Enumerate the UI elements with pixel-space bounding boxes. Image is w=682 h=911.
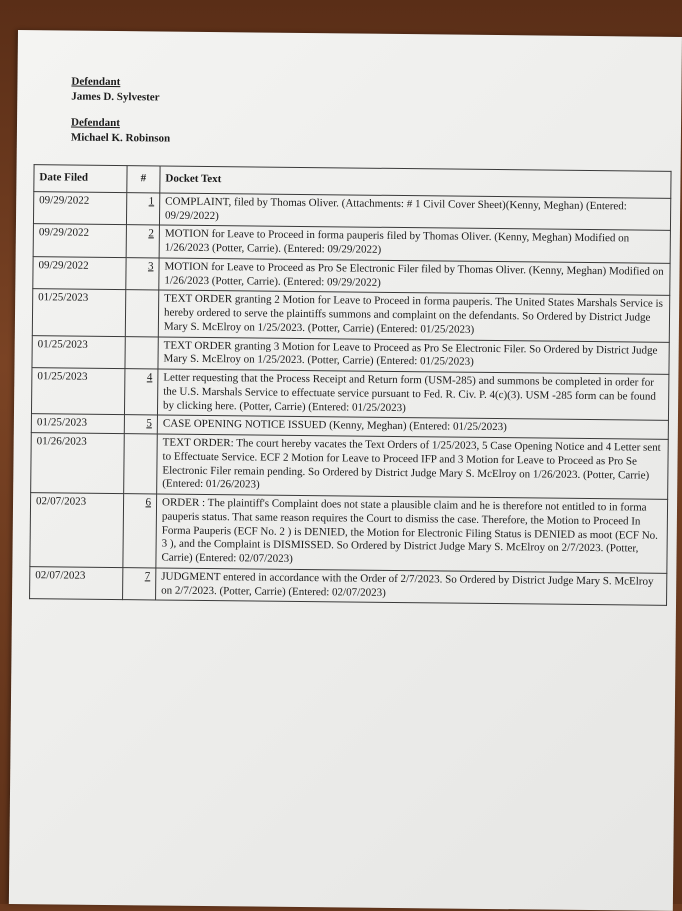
doc-number[interactable]: 3 <box>147 260 154 273</box>
docket-row <box>32 289 669 342</box>
row-doc-number-link[interactable] <box>126 257 159 290</box>
row-docket-text: TEXT ORDER: The court hereby vacates the Text Orders of 1/25/2023, 5 Case Opening Notice and 4 Letter sent to Effectuate Service. ECF 2 Motion for Leave to Proceed IFP and 3 Motion for Leave to Proceed as Pro Se Electronic Filer remain pending. So Ordered by District Judge Mary S. McElroy on 1/26/2023. (Potter, Carrie) (Entered: 01/26/2023) <box>157 434 669 499</box>
row-date: 01/26/2023 <box>31 433 125 494</box>
row-doc-number-empty <box>125 290 158 337</box>
row-doc-number-empty <box>124 434 158 494</box>
party-role: Defendant <box>71 75 121 89</box>
header-date-filed: Date Filed <box>34 165 127 193</box>
row-date: 09/29/2022 <box>33 256 126 289</box>
row-docket-text: TEXT ORDER granting 2 Motion for Leave to Proceed in forma pauperis. The United States Marshals Service is hereby ordered to serve the plaintiffs summons and complaint on the defendants. So Ordered by District Judge Mary S. McElroy on 1/25/2023. (Potter, Carrie) (Entered: 01/25/2023) <box>158 290 669 342</box>
row-doc-number-link[interactable] <box>123 494 157 568</box>
row-date: 01/25/2023 <box>31 368 124 415</box>
doc-number[interactable]: 2 <box>148 227 154 240</box>
docket-row <box>30 493 668 573</box>
docket-row <box>30 566 667 605</box>
row-date: 02/07/2023 <box>30 493 124 568</box>
party-defendant-2 <box>71 117 171 145</box>
row-date: 01/25/2023 <box>32 289 125 336</box>
doc-number[interactable]: 1 <box>148 195 155 208</box>
row-docket-text: TEXT ORDER granting 3 Motion for Leave to Proceed as Pro Se Electronic Filer. So Ordered by District Judge Mary S. McElroy on 1/25/2023. (Potter, Carrie) (Entered: 01/25/2023) <box>158 336 669 374</box>
row-docket-text: JUDGMENT entered in accordance with the Order of 2/7/2023. So Ordered by District Judge Mary S. McElroy on 2/7/2023. (Potter, Carrie) (Entered: 02/07/2023) <box>156 568 667 606</box>
doc-number[interactable]: 4 <box>146 371 153 384</box>
row-docket-text: ORDER : The plaintiff's Complaint does not state a plausible claim and he is therefore not entitled to in forma pauperis status. That same reason requires the Court to dismiss the case. Therefore, the Motion to Proceed In Forma Pauperis (ECF No. 2 ) is DENIED, the Motion for Electronic Filing Status is DENIED as moot (ECF No. 3 ), and the Complaint is DISMISSED. So Ordered by District Judge Mary S. McElroy on 2/7/2023. (Potter, Carrie) (Entered: 02/07/2023) <box>156 494 668 573</box>
party-name: Michael K. Robinson <box>70 131 171 145</box>
row-doc-number-link[interactable] <box>126 225 159 258</box>
header-docket-text: Docket Text <box>160 166 671 198</box>
row-doc-number-link[interactable] <box>124 369 157 416</box>
party-name: James D. Sylvester <box>71 90 160 104</box>
row-doc-number-link[interactable] <box>123 567 156 600</box>
doc-number[interactable]: 6 <box>145 496 152 509</box>
doc-number[interactable]: 7 <box>144 570 151 583</box>
row-docket-text: CASE OPENING NOTICE ISSUED (Kenny, Meghan) (Entered: 01/25/2023) <box>157 415 668 439</box>
party-defendant-1 <box>71 76 160 104</box>
row-docket-text: COMPLAINT, filed by Thomas Oliver. (Attachments: # 1 Civil Cover Sheet)(Kenny, Meghan) (Entered: 09/29/2022) <box>159 193 670 231</box>
doc-number[interactable]: 5 <box>146 417 152 430</box>
party-role: Defendant <box>70 116 120 130</box>
row-date: 01/25/2023 <box>31 414 124 434</box>
row-doc-number-link[interactable] <box>126 192 159 225</box>
header-number: # <box>127 166 160 193</box>
docket-row <box>31 433 669 500</box>
docket-table <box>29 164 672 606</box>
row-date: 02/07/2023 <box>30 566 123 599</box>
row-date: 09/29/2022 <box>33 191 126 224</box>
docket-page <box>9 30 682 911</box>
row-date: 01/25/2023 <box>32 335 125 368</box>
row-doc-number-empty <box>125 336 158 369</box>
docket-row <box>31 368 668 421</box>
row-date: 09/29/2022 <box>33 224 126 257</box>
row-docket-text: MOTION for Leave to Proceed in forma pauperis filed by Thomas Oliver. (Kenny, Meghan) Modified on 1/26/2023 (Potter, Carrie). (Entered: 09/29/2022) <box>159 225 670 263</box>
row-docket-text: Letter requesting that the Process Receipt and Return form (USM-285) and summons be completed in order for the U.S. Marshals Service to effectuate service pursuant to Fed. R. Civ. P. 4(c)(3). USM -285 form can be found by clicking here. (Potter, Carrie) (Entered: 01/25/2023) <box>157 369 668 421</box>
row-docket-text: MOTION for Leave to Proceed as Pro Se Electronic Filer filed by Thomas Oliver. (Kenny, Meghan) Modified on 1/26/2023 (Potter, Carrie). (Entered: 09/29/2022) <box>159 258 670 296</box>
row-doc-number-link[interactable] <box>124 415 157 434</box>
